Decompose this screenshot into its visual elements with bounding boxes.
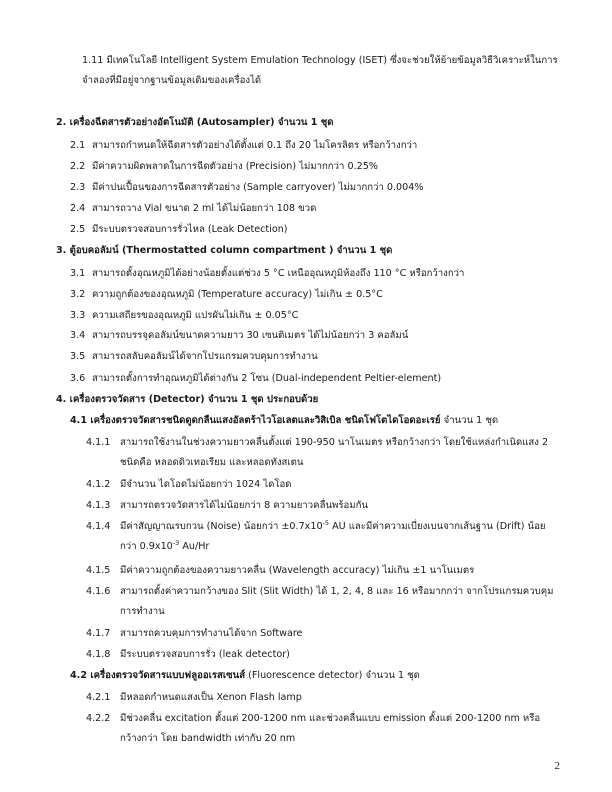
page-number: 2	[554, 760, 560, 772]
item-4-2-2: 4.2.2 มีช่วงคลื่น excitation ตั้งแต่ 200-1200 nm และช่วงคลื่นแบบ emission ตั้งแต่ 200-1200 nm หรือ	[86, 713, 541, 724]
subsection-4-1-heading: 4.1 เครื่องตรวจวัดสารชนิดดูดกลืนแสงอัลตร้าไวโอเลตและวิสิเบิล ชนิดโฟโตไดโอดอะเรย์ จำนวน 1 ชุด	[70, 415, 499, 426]
item-4-1-3: 4.1.3 สามารถตรวจวัดสารได้ไม่น้อยกว่า 8 ความยาวคลื่นพร้อมกัน	[86, 500, 368, 511]
intro-line-2: จำลองที่มีอยู่จากฐานข้อมูลเดิมของเครื่องได้	[82, 75, 262, 86]
item-4-1-4-cont: กว่า $0.9x10^{-3}$ Au/Hr	[120, 539, 210, 552]
item-3-5: 3.5 สามารถสลับคอลัมน์ได้จากโปรแกรมควบคุมการทำงาน	[70, 351, 318, 362]
item-4-1-1: 4.1.1 สามารถใช้งานในช่วงความยาวคลื่นตั้งแต่ 190-950 นาโนเมตร หรือกว้างกว่า โดยใช้แหล่งกำเนิดแสง 2	[86, 437, 549, 448]
subsection-4-2-heading: 4.2 เครื่องตรวจวัดสารแบบฟลูออเรสเซนส์ (Fluorescence detector) จำนวน 1 ชุด	[70, 670, 420, 681]
item-2-5: 2.5 มีระบบตรวจสอบการรั่วไหล (Leak Detection)	[70, 224, 288, 235]
section-2-heading: 2. เครื่องฉีดสารตัวอย่างอัตโนมัติ (Autosampler) จำนวน 1 ชุด	[56, 117, 334, 128]
intro-line-1	[82, 55, 558, 67]
item-3-6: 3.6 สามารถตั้งการทำอุณหภูมิได้ต่างกัน 2 โซน (Dual-independent Peltier-element)	[70, 373, 442, 384]
item-4-1-7: 4.1.7 สามารถควบคุมการทำงานได้จาก Software	[86, 628, 303, 639]
item-3-1: 3.1 สามารถตั้งอุณหภูมิได้อย่างน้อยตั้งแต่ช่วง 5 °C เหนืออุณหภูมิห้องถึง 110 °C หรือกว้างกว่า	[70, 268, 465, 279]
item-4-1-8: 4.1.8 มีระบบตรวจสอบการรั่ว (leak detector)	[86, 649, 290, 660]
item-4-1-4: 4.1.4 มีค่าสัญญาณรบกวน (Noise) น้อยกว่า $\pm 0.7x10^{-5}$ AU และมีค่าความเบี่ยงเบนจากเส้นฐาน (Drift) น้อย	[86, 519, 546, 532]
item-2-1: 2.1 สามารถกำหนดให้ฉีดสารตัวอย่างได้ตั้งแต่ 0.1 ถึง 20 ไมโครลิตร หรือกว้างกว่า	[70, 140, 418, 151]
item-4-1-5: 4.1.5 มีค่าความถูกต้องของความยาวคลื่น (Wavelength accuracy) ไม่เกิน ±1 นาโนเมตร	[86, 565, 475, 576]
item-4-1-6-cont: การทำงาน	[120, 606, 165, 617]
item-4-2-1: 4.2.1 มีหลอดกำหนดแสงเป็น Xenon Flash lamp	[86, 692, 302, 703]
item-4-2-2-cont: กว้างกว่า โดย bandwidth เท่ากับ 20 nm	[120, 733, 296, 744]
section-4-heading: 4. เครื่องตรวจวัดสาร (Detector) จำนวน 1 ชุด ประกอบด้วย	[56, 394, 319, 405]
item-4-1-1-cont: ชนิดคือ หลอดดิวเทอเรียม และหลอดทังสเตน	[120, 457, 304, 468]
item-3-3: 3.3 ความเสถียรของอุณหภูมิ แปรผันไม่เกิน ± 0.05°C	[70, 310, 299, 321]
item-2-4: 2.4 สามารถวาง Vial ขนาด 2 ml ได้ไม่น้อยกว่า 108 ขวด	[70, 203, 317, 214]
item-2-3: 2.3 มีค่าปนเปื้อนของการฉีดสารตัวอย่าง (Sample carryover) ไม่มากกว่า 0.004%	[70, 182, 424, 193]
item-text: มีเทคโนโลยี Intelligent System Emulation Technology (ISET) ซึ่งจะช่วยให้ย้ายข้อมูลวิธีวิเคราะห์ในการ	[106, 55, 558, 66]
item-4-1-2: 4.1.2 มีจำนวน ไดโอดไม่น้อยกว่า 1024 ไดโอด	[86, 479, 292, 490]
section-3-heading: 3. ตู้อบคอลัมน์ (Thermostatted column compartment ) จำนวน 1 ชุด	[56, 245, 393, 256]
item-number: 1.11	[82, 55, 104, 66]
item-4-1-6: 4.1.6 สามารถตั้งค่าความกว้างของ Slit (Slit Width) ได้ 1, 2, 4, 8 และ 16 หรือมากกว่า จากโปรแกรมควบคุม	[86, 586, 554, 597]
item-3-4: 3.4 สามารถบรรจุคอลัมน์ขนาดความยาว 30 เซนติเมตร ได้ไม่น้อยกว่า 3 คอลัมน์	[70, 330, 409, 341]
item-2-2: 2.2 มีค่าความผิดพลาดในการฉีดตัวอย่าง (Precision) ไม่มากกว่า 0.25%	[70, 161, 378, 172]
item-3-2: 3.2 ความถูกต้องของอุณหภูมิ (Temperature accuracy) ไม่เกิน ± 0.5°C	[70, 289, 383, 300]
